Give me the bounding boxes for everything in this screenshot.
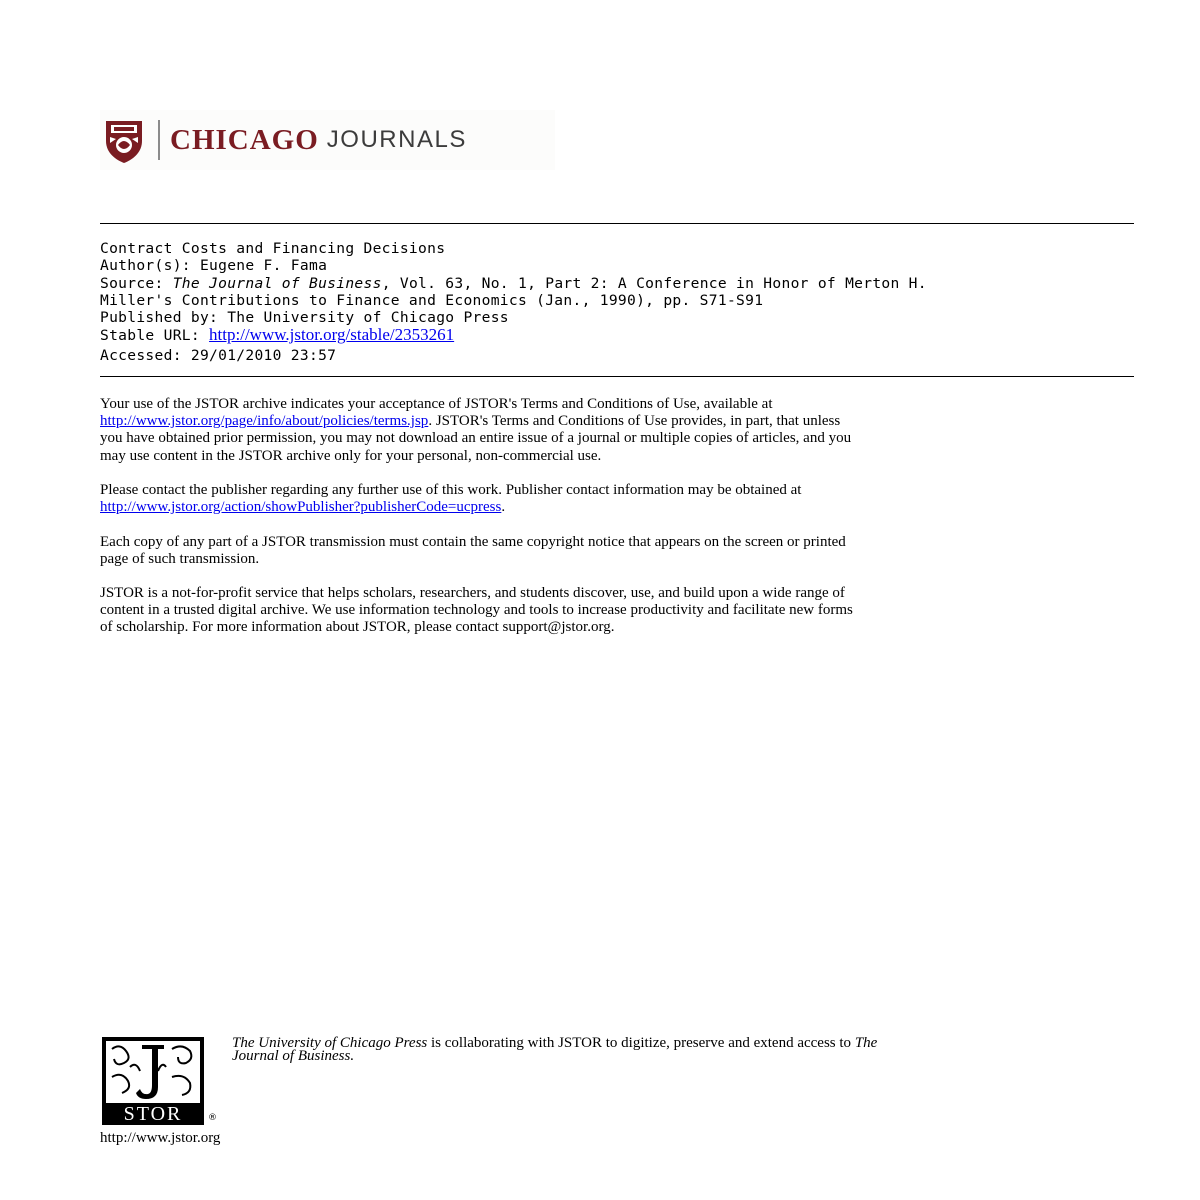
article-title: Contract Costs and Financing Decisions [100, 240, 446, 257]
copyright-line-2: page of such transmission. [100, 551, 260, 568]
article-source-line1 [100, 275, 1140, 292]
terms-link[interactable]: http://www.jstor.org/page/info/about/policies/terms.jsp [100, 413, 429, 430]
logo-journals-text: JOURNALS [326, 126, 467, 153]
logo-chicago-text: CHICAGO [170, 123, 319, 156]
source-journal: The Journal of Business [172, 274, 382, 292]
collab-line-2 [232, 1047, 1112, 1064]
terms-paragraph [100, 396, 1120, 465]
article-authors: Author(s): Eugene F. Fama [100, 257, 328, 275]
stable-url-label: Stable URL: [100, 327, 210, 345]
jstor-about-paragraph [100, 585, 1120, 637]
chicago-journals-logo [100, 110, 555, 170]
article-source-line2: Miller's Contributions to Finance and Economics (Jan., 1990), pp. S71-S91 [100, 291, 764, 309]
jstor-about-line-3: of scholarship. For more information about JSTOR, please contact support@jstor.org. [100, 619, 615, 636]
publisher-contact-line-2 [100, 499, 1120, 516]
collab-journal-part1: The [854, 1035, 878, 1051]
publisher-contact-paragraph [100, 482, 1120, 516]
top-divider [100, 223, 1134, 224]
source-label: Source: [100, 274, 173, 292]
university-crest-icon [102, 115, 146, 165]
citation-block [100, 240, 1140, 364]
publisher-contact-line-1: Please contact the publisher regarding any further use of this work. Publisher contact information may be obtained at [100, 482, 802, 498]
bottom-divider [100, 376, 1134, 377]
jstor-logo-icon [102, 1037, 204, 1125]
terms-line-4: may use content in the JSTOR archive only for your personal, non-commercial use. [100, 447, 602, 464]
jstor-about-line-2: content in a trusted digital archive. We use information technology and tools to increase productivity and facilitate new forms [100, 602, 853, 619]
jstor-logo-text: STOR [123, 1103, 183, 1125]
stable-url-link[interactable]: http://www.jstor.org/stable/2353261 [209, 325, 455, 345]
registered-mark: ® [208, 1113, 217, 1123]
collab-line-1 [232, 1037, 1112, 1050]
stable-url-line [100, 326, 1140, 343]
logo-separator [158, 120, 160, 160]
source-details: , Vol. 63, No. 1, Part 2: A Conference in Honor of Merton H. [381, 274, 927, 292]
copyright-line-1: Each copy of any part of a JSTOR transmission must contain the same copyright notice that appears on the screen or printed [100, 534, 846, 550]
collab-journal-part2: Journal of Business. [232, 1047, 355, 1064]
jstor-home-url[interactable]: http://www.jstor.org [100, 1130, 221, 1146]
publisher-link-period: . [501, 499, 506, 516]
collab-press-name: The University of Chicago Press [232, 1035, 428, 1051]
terms-line-1: Your use of the JSTOR archive indicates your acceptance of JSTOR's Terms and Conditions of Use, available at [100, 396, 773, 412]
collab-mid-text: is collaborating with JSTOR to digitize, preserve and extend access to [427, 1035, 855, 1051]
article-publisher: Published by: The University of Chicago Press [100, 309, 509, 327]
jstor-about-line-1: JSTOR is a not-for-profit service that helps scholars, researchers, and students discover, use, and build upon a wide range of [100, 585, 845, 601]
collaboration-statement [232, 1037, 1112, 1062]
publisher-link[interactable]: http://www.jstor.org/action/showPublisher?publisherCode=ucpress [100, 499, 502, 516]
terms-line-2 [100, 413, 1120, 430]
copyright-notice-paragraph [100, 534, 1120, 568]
terms-line-2-text: . JSTOR's Terms and Conditions of Use provides, in part, that unless [428, 413, 841, 430]
accessed-date: Accessed: 29/01/2010 23:57 [100, 346, 337, 364]
terms-line-3: you have obtained prior permission, you may not download an entire issue of a journal or multiple copies of articles, and you [100, 430, 852, 447]
